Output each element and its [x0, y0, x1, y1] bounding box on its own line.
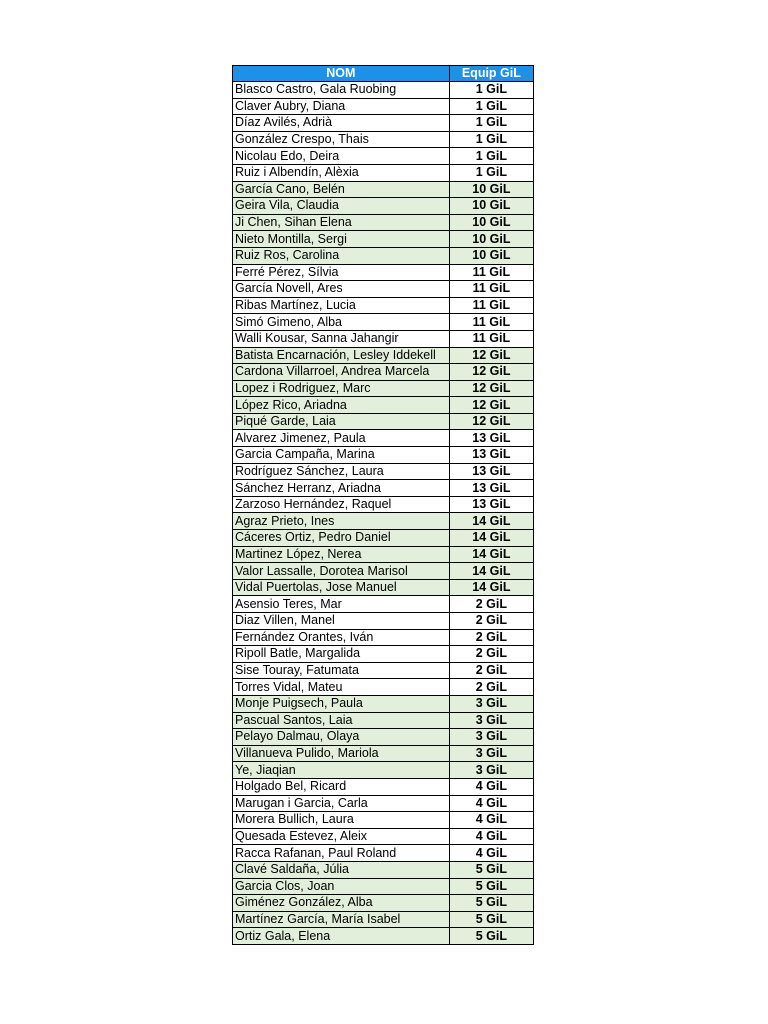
table-row [233, 347, 534, 364]
table-row [233, 463, 534, 480]
student-name-cell: Claver Aubry, Diana [233, 98, 450, 115]
team-cell: 5 GiL [449, 928, 533, 945]
team-cell: 11 GiL [449, 314, 533, 331]
student-name-cell: Martinez López, Nerea [233, 546, 450, 563]
team-cell: 13 GiL [449, 447, 533, 464]
student-name-cell: Fernández Orantes, Iván [233, 629, 450, 646]
team-cell: 1 GiL [449, 115, 533, 132]
student-name-cell: Ferré Pérez, Sílvia [233, 264, 450, 281]
team-cell: 3 GiL [449, 695, 533, 712]
team-cell: 13 GiL [449, 480, 533, 497]
student-name-cell: González Crespo, Thais [233, 131, 450, 148]
team-cell: 2 GiL [449, 646, 533, 663]
table-row [233, 546, 534, 563]
table-row [233, 131, 534, 148]
table-row [233, 895, 534, 912]
header-name: NOM [233, 66, 450, 82]
team-cell: 3 GiL [449, 762, 533, 779]
student-name-cell: Cardona Villarroel, Andrea Marcela [233, 364, 450, 381]
team-cell: 12 GiL [449, 380, 533, 397]
table-row [233, 148, 534, 165]
table-row [233, 430, 534, 447]
team-cell: 3 GiL [449, 729, 533, 746]
student-name-cell: Vidal Puertolas, Jose Manuel [233, 579, 450, 596]
header-row [233, 66, 534, 82]
table-row [233, 264, 534, 281]
table-row [233, 911, 534, 928]
team-cell: 5 GiL [449, 895, 533, 912]
table-row [233, 928, 534, 945]
team-cell: 11 GiL [449, 297, 533, 314]
student-name-cell: Asensio Teres, Mar [233, 596, 450, 613]
team-cell: 1 GiL [449, 131, 533, 148]
student-name-cell: Martínez García, María Isabel [233, 911, 450, 928]
table-row [233, 397, 534, 414]
student-name-cell: Ripoll Batle, Margalida [233, 646, 450, 663]
table-row [233, 878, 534, 895]
table-row [233, 82, 534, 99]
team-cell: 10 GiL [449, 231, 533, 248]
table-row [233, 530, 534, 547]
student-name-cell: Nicolau Edo, Deira [233, 148, 450, 165]
table-row [233, 496, 534, 513]
team-cell: 5 GiL [449, 878, 533, 895]
team-cell: 1 GiL [449, 98, 533, 115]
team-cell: 10 GiL [449, 181, 533, 198]
table-row [233, 563, 534, 580]
student-name-cell: Diaz Villen, Manel [233, 613, 450, 630]
team-cell: 13 GiL [449, 496, 533, 513]
student-name-cell: Ye, Jiaqian [233, 762, 450, 779]
team-cell: 4 GiL [449, 795, 533, 812]
team-cell: 13 GiL [449, 463, 533, 480]
student-name-cell: Ortiz Gala, Elena [233, 928, 450, 945]
table-row [233, 778, 534, 795]
student-name-cell: García Novell, Ares [233, 281, 450, 298]
table-row [233, 812, 534, 829]
team-cell: 12 GiL [449, 364, 533, 381]
team-assignment-table [232, 65, 534, 945]
team-cell: 3 GiL [449, 712, 533, 729]
student-name-cell: Alvarez Jimenez, Paula [233, 430, 450, 447]
table-row [233, 198, 534, 215]
student-name-cell: Ribas Martínez, Lucia [233, 297, 450, 314]
table-row [233, 98, 534, 115]
team-cell: 5 GiL [449, 911, 533, 928]
student-name-cell: Geira Vila, Claudia [233, 198, 450, 215]
student-name-cell: Sise Touray, Fatumata [233, 662, 450, 679]
student-name-cell: Clavé Saldaña, Júlia [233, 861, 450, 878]
table-row [233, 745, 534, 762]
team-cell: 5 GiL [449, 861, 533, 878]
student-name-cell: Villanueva Pulido, Mariola [233, 745, 450, 762]
student-name-cell: Morera Bullich, Laura [233, 812, 450, 829]
table-row [233, 281, 534, 298]
table-row [233, 413, 534, 430]
table-row [233, 513, 534, 530]
team-cell: 3 GiL [449, 745, 533, 762]
student-name-cell: Agraz Prieto, Ines [233, 513, 450, 530]
team-cell: 12 GiL [449, 347, 533, 364]
team-cell: 14 GiL [449, 563, 533, 580]
team-cell: 13 GiL [449, 430, 533, 447]
student-name-cell: Piqué Garde, Laia [233, 413, 450, 430]
team-cell: 2 GiL [449, 596, 533, 613]
table-row [233, 314, 534, 331]
student-name-cell: Cáceres Ortiz, Pedro Daniel [233, 530, 450, 547]
student-name-cell: Monje Puigsech, Paula [233, 695, 450, 712]
student-name-cell: Valor Lassalle, Dorotea Marisol [233, 563, 450, 580]
team-cell: 14 GiL [449, 530, 533, 547]
table-row [233, 247, 534, 264]
student-name-cell: Walli Kousar, Sanna Jahangir [233, 330, 450, 347]
table-row [233, 861, 534, 878]
team-cell: 11 GiL [449, 281, 533, 298]
table-row [233, 380, 534, 397]
student-name-cell: Holgado Bel, Ricard [233, 778, 450, 795]
table-row [233, 115, 534, 132]
student-name-cell: Batista Encarnación, Lesley Iddekell [233, 347, 450, 364]
team-cell: 10 GiL [449, 214, 533, 231]
table-row [233, 164, 534, 181]
student-name-cell: Pascual Santos, Laia [233, 712, 450, 729]
team-cell: 4 GiL [449, 828, 533, 845]
table-row [233, 447, 534, 464]
table-row [233, 679, 534, 696]
table-row [233, 828, 534, 845]
table-row [233, 695, 534, 712]
student-name-cell: Marugan i Garcia, Carla [233, 795, 450, 812]
student-name-cell: Zarzoso Hernández, Raquel [233, 496, 450, 513]
table-row [233, 613, 534, 630]
table-row [233, 480, 534, 497]
team-cell: 14 GiL [449, 546, 533, 563]
student-name-cell: Lopez i Rodriguez, Marc [233, 380, 450, 397]
student-name-cell: Ruiz Ros, Carolina [233, 247, 450, 264]
table-row [233, 297, 534, 314]
table-row [233, 364, 534, 381]
student-name-cell: Torres Vidal, Mateu [233, 679, 450, 696]
table-row [233, 181, 534, 198]
team-cell: 12 GiL [449, 413, 533, 430]
table-body [233, 82, 534, 945]
student-name-cell: Sánchez Herranz, Ariadna [233, 480, 450, 497]
student-name-cell: García Cano, Belén [233, 181, 450, 198]
table-row [233, 214, 534, 231]
table-row [233, 231, 534, 248]
team-cell: 14 GiL [449, 513, 533, 530]
table-row [233, 629, 534, 646]
table-row [233, 795, 534, 812]
table-row [233, 596, 534, 613]
team-cell: 10 GiL [449, 247, 533, 264]
team-cell: 12 GiL [449, 397, 533, 414]
student-name-cell: Ji Chen, Sihan Elena [233, 214, 450, 231]
team-cell: 4 GiL [449, 812, 533, 829]
table-row [233, 662, 534, 679]
student-name-cell: Nieto Montilla, Sergi [233, 231, 450, 248]
team-cell: 1 GiL [449, 148, 533, 165]
student-name-cell: Quesada Estevez, Aleix [233, 828, 450, 845]
student-name-cell: Rodríguez Sánchez, Laura [233, 463, 450, 480]
team-cell: 2 GiL [449, 679, 533, 696]
student-name-cell: Simó Gimeno, Alba [233, 314, 450, 331]
team-cell: 2 GiL [449, 613, 533, 630]
table-row [233, 646, 534, 663]
team-cell: 11 GiL [449, 330, 533, 347]
student-name-cell: Pelayo Dalmau, Olaya [233, 729, 450, 746]
table-row [233, 712, 534, 729]
student-name-cell: Blasco Castro, Gala Ruobing [233, 82, 450, 99]
team-cell: 2 GiL [449, 662, 533, 679]
student-name-cell: Ruiz i Albendín, Alèxia [233, 164, 450, 181]
student-name-cell: Garcia Campaña, Marina [233, 447, 450, 464]
team-cell: 1 GiL [449, 164, 533, 181]
table-row [233, 729, 534, 746]
table-row [233, 579, 534, 596]
team-cell: 10 GiL [449, 198, 533, 215]
team-cell: 14 GiL [449, 579, 533, 596]
student-name-cell: Díaz Avilés, Adrià [233, 115, 450, 132]
table-row [233, 330, 534, 347]
student-name-cell: Racca Rafanan, Paul Roland [233, 845, 450, 862]
student-name-cell: López Rico, Ariadna [233, 397, 450, 414]
table-row [233, 845, 534, 862]
team-cell: 4 GiL [449, 845, 533, 862]
table-row [233, 762, 534, 779]
team-cell: 11 GiL [449, 264, 533, 281]
team-cell: 4 GiL [449, 778, 533, 795]
team-cell: 1 GiL [449, 82, 533, 99]
student-name-cell: Giménez González, Alba [233, 895, 450, 912]
student-name-cell: Garcia Clos, Joan [233, 878, 450, 895]
team-cell: 2 GiL [449, 629, 533, 646]
header-team: Equip GiL [449, 66, 533, 82]
